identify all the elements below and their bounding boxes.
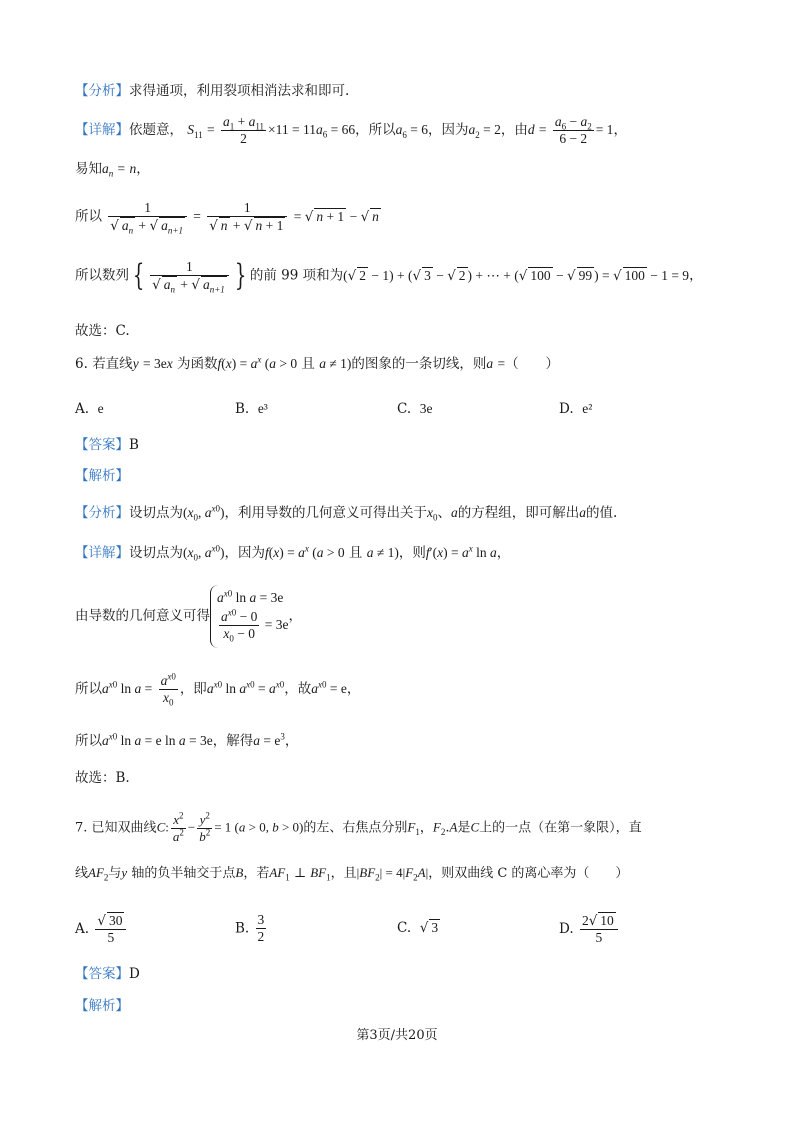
- q6-option-a: A. e: [75, 401, 104, 417]
- q6-stem: 6. 若直线y = 3ex 为函数$f(x) = a^x$ (a > 0 且 a ≠ 1)的图象的一条切线，则a =（ ）: [75, 354, 560, 372]
- q7-option-d: D. $\frac{2√ 10}{5}$: [559, 912, 620, 946]
- detail-tag: 【详解】: [75, 122, 129, 139]
- formula-fraction: $\frac{a^{x0}}{x_0}$: [160, 671, 176, 708]
- formula-fraction: $\frac{1}{√ a_n + √ a_{n+1}}$: [108, 200, 187, 234]
- q7-option-a: A. $\frac{√ 30}{5}$: [75, 912, 128, 946]
- q6-option-c: C. 3e: [397, 401, 433, 417]
- q7-solution-tag: 【解析】: [75, 998, 129, 1014]
- formula-fraction: $\frac{a_6 - a_2}{6 - 2}$: [554, 114, 592, 147]
- formula-fraction: $\frac{1}{√ n + √ n + 1}$: [207, 200, 287, 234]
- q5-so1-line: 所以 $\frac{1}{√ a_n + √ a_{n+1}}$ = $\frac{1}{√ n + √ n + 1}$ = √ n + 1 − √ n: [75, 200, 379, 236]
- q6-choice: 故选：B.: [75, 770, 130, 786]
- analysis-tag: 【分析】: [75, 83, 129, 99]
- q6-answer: 【答案】B: [75, 437, 139, 453]
- page-footer: 第3页/共20页: [356, 1028, 438, 1043]
- q6-option-b: B. e³: [235, 401, 268, 417]
- q5-analysis-text: 求得通项，利用裂项相消法求和即可.: [129, 83, 350, 99]
- q7-stem-line2: 线$AF_2$与y 轴的负半轴交于点B，若$AF_1$ ⊥ $BF_1$，且$|BF_2| = 4|F_2A|$，则双曲线 C 的离心率为（ ）: [75, 865, 629, 883]
- q5-so2-line: 所以数列 { $\frac{1}{√ a_n + √ a_{n+1}}$ } 的前 99 项和为(√ 2 − 1) + (√ 3 − √ 2 ) + ⋯ + (√ 100 − √ 99 ) = √ 100 − 1 = 9，: [75, 258, 703, 295]
- q7-option-b: B. $\frac{3}{2}$: [235, 912, 265, 944]
- q5-easy-line: 易知$a_n = n$，: [75, 161, 150, 179]
- q5-analysis-line: [75, 83, 349, 99]
- q7-answer: 【答案】D: [75, 966, 140, 982]
- q6-so1-line: 所以$a^{x0}$ ln a = $\frac{a^{x0}}{x_0}$ ，即$a^{x0}$ $\ln a^{x0} = a^{x0}$，故$a^{x0} = e$，: [75, 671, 361, 708]
- q6-detail-line: 【详解】设切点为($x_0$, $a^{x0}$)，因为$f(x) = a^x$ (a > 0 且 a ≠ 1)，则$f'(x) = a^x$ ln a，: [75, 543, 511, 563]
- formula-fraction: $\frac{1}{√ a_n + √ a_{n+1}}$: [150, 259, 229, 293]
- q6-so2-line: 所以$a^{x0}$ ln a = e ln a = 3e，解得$a = e^3$，: [75, 731, 299, 749]
- q5-detail-line: 【详解】依题意， $S_{11}$ = $\frac{a_1 + a_{11}}{2}$ $\times 11 = 11a_6 = 66$，所以$a_6 = 6$，因为$a_2 = 2$，由d = $\frac{a_6 - a_2}{6 - 2}$ = 1，: [75, 114, 627, 147]
- q6-system-line: 由导数的几何意义可得 $a^{x0}$ ln a = 3e $\frac{a^{x0} - 0}{x_0 - 0}$ = 3e ，: [75, 585, 302, 648]
- q6-analysis-line: 【分析】设切点为($x_0$, $a^{x0}$)，利用导数的几何意义可得出关于$x_0$、a的方程组，即可解出a的值.: [75, 503, 618, 523]
- formula-fraction: $\frac{a_1 + a_{11}}{2}$: [222, 114, 264, 147]
- q6-solution-tag: 【解析】: [75, 468, 129, 484]
- q5-choice: 故选：C.: [75, 323, 130, 339]
- equation-system: $a^{x0}$ ln a = 3e $\frac{a^{x0} - 0}{x_0 - 0}$ = 3e: [210, 585, 288, 648]
- q7-option-c: C. √ 3: [397, 920, 439, 936]
- q6-option-d: D. e²: [559, 401, 593, 417]
- q7-stem-line1: 7. 已知双曲线C: $\frac{x^2}{a^2}$ − $\frac{y^2}{b^2}$ = 1 (a > 0, b > 0)的左、右焦点分别$F_1$，$F_2.A$是C上的一点（在第一象限），直: [75, 810, 642, 844]
